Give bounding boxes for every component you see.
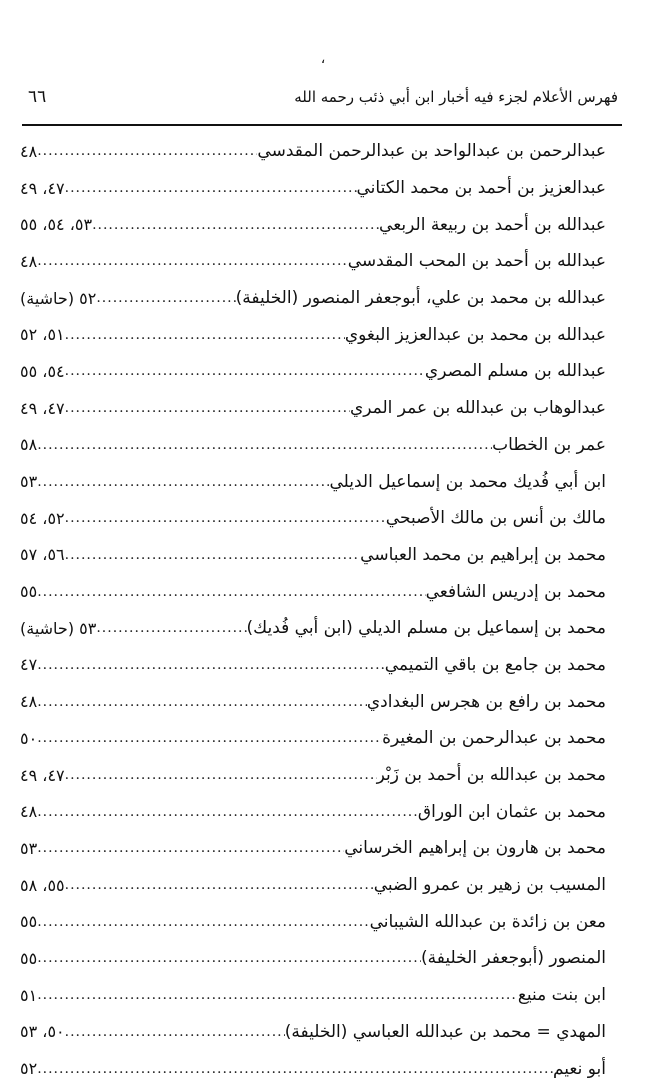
page-number: ٦٦ [28, 87, 47, 107]
dot-leader [37, 950, 421, 966]
index-entry [20, 867, 606, 904]
entry-pages: ٥٥، ٥٨ [20, 875, 65, 895]
entry-pages: ٤٧، ٤٩ [20, 398, 65, 418]
entry-name: ابن أبي فُديك محمد بن إسماعيل الديلي [329, 471, 606, 492]
dot-leader [37, 987, 518, 1003]
dot-leader [37, 914, 369, 930]
dot-leader [65, 400, 350, 416]
index-entry [20, 940, 606, 977]
dot-leader [65, 327, 345, 343]
entry-pages: ٥٨ [20, 435, 38, 455]
header-rule [22, 124, 622, 126]
entry-name: محمد بن إبراهيم بن محمد العباسي [360, 544, 606, 565]
entry-pages: ٤٨ [20, 251, 38, 271]
index-entry [20, 793, 606, 830]
entry-name: عمر بن الخطاب [492, 434, 606, 455]
entry-pages: ٥٢ [20, 1059, 38, 1079]
entry-pages: ٤٨ [20, 802, 38, 822]
entry-pages: ٥٦، ٥٧ [20, 545, 65, 565]
dot-leader [37, 474, 329, 490]
index-entry [20, 720, 606, 757]
entry-name: ابن بنت منيع [517, 985, 606, 1006]
dot-leader [65, 547, 361, 563]
index-entry [20, 427, 606, 464]
entry-pages: ٥٣، ٥٤، ٥٥ [20, 215, 93, 235]
entry-name: المسيب بن زهير بن عمرو الضبي [373, 875, 606, 896]
entry-name: عبدالله بن محمد بن عبدالعزيز البغوي [344, 324, 606, 345]
dot-leader [37, 840, 344, 856]
dot-leader [65, 180, 357, 196]
dot-leader [37, 694, 367, 710]
entry-pages: ٥٤، ٥٥ [20, 361, 65, 381]
entry-name: عبدالرحمن بن عبدالواحد بن عبدالرحمن المقدسي [257, 141, 606, 162]
index-entry [20, 1014, 606, 1051]
index-entry [20, 977, 606, 1014]
dot-leader [65, 363, 425, 379]
dot-leader [65, 877, 374, 893]
entry-name: أبو نعيم [552, 1058, 606, 1079]
dot-leader [37, 143, 257, 159]
entry-name: المنصور (أبوجعفر الخليفة) [421, 948, 606, 969]
entry-pages: ٥٥ [20, 948, 38, 968]
dot-leader [65, 1024, 285, 1040]
entry-name: عبدالله بن أحمد بن المحب المقدسي [347, 251, 606, 272]
entry-pages: ٥٣ [20, 838, 38, 858]
entry-pages: ٥٢، ٥٤ [20, 508, 65, 528]
entry-pages: ٥٢ (حاشية) [20, 288, 97, 308]
index-entry [20, 390, 606, 427]
dot-leader [92, 217, 379, 233]
entry-pages: ٥٠ [20, 728, 38, 748]
index-entry [20, 463, 606, 500]
entry-name: محمد بن عبدالرحمن بن المغيرة [382, 728, 606, 749]
entry-name: عبدالوهاب بن عبدالله بن عمر المري [349, 398, 606, 419]
entry-name: محمد بن رافع بن هجرس البغدادي [366, 691, 606, 712]
entry-pages: ٥٥ [20, 912, 38, 932]
entry-name: المهدي = محمد بن عبدالله العباسي (الخليفة) [284, 1021, 606, 1042]
index-entry [20, 206, 606, 243]
entry-pages: ٥٠، ٥٣ [20, 1022, 65, 1042]
entry-name: محمد بن إدريس الشافعي [425, 581, 606, 602]
index-entry [20, 280, 606, 317]
index-entry [20, 830, 606, 867]
index-entry [20, 243, 606, 280]
entry-name: عبدالله بن أحمد بن ربيعة الربعي [379, 214, 606, 235]
entry-pages: ٤٧، ٤٩ [20, 178, 65, 198]
dot-leader [96, 620, 246, 636]
index-entry [20, 683, 606, 720]
entry-pages: ٥٣ [20, 472, 38, 492]
entry-name: محمد بن إسماعيل بن مسلم الديلي (ابن أبي فُديك) [246, 618, 606, 639]
entry-name: محمد بن هارون بن إبراهيم الخرساني [344, 838, 606, 859]
entry-pages: ٤٧ [20, 655, 38, 675]
index-entry [20, 610, 606, 647]
entry-pages: ٥١، ٥٢ [20, 325, 65, 345]
index-entry [20, 647, 606, 684]
page-top-mark: ، [320, 51, 326, 67]
entry-name: محمد بن عبدالله بن أحمد بن زَبْر [376, 765, 606, 786]
index-entry [20, 170, 606, 207]
entry-pages: ٥٥ [20, 582, 38, 602]
index-entry [20, 500, 606, 537]
dot-leader [37, 657, 385, 673]
index-entry [20, 537, 606, 574]
dot-leader [37, 730, 382, 746]
entry-name: مالك بن أنس بن مالك الأصبحي [385, 508, 606, 529]
entry-name: محمد بن جامع بن باقي التميمي [384, 654, 606, 675]
index-entry [20, 133, 606, 170]
index-entry [20, 757, 606, 794]
dot-leader [37, 804, 418, 820]
index-entry [20, 316, 606, 353]
entry-pages: ٤٨ [20, 692, 38, 712]
entry-name: عبدالعزيز بن أحمد بن محمد الكتاني [356, 178, 606, 199]
entry-name: عبدالله بن مسلم المصري [424, 361, 606, 382]
dot-leader [65, 510, 386, 526]
entry-pages: ٥١ [20, 985, 38, 1005]
entry-pages: ٤٨ [20, 141, 38, 161]
entry-name: محمد بن عثمان ابن الوراق [417, 801, 606, 822]
entry-name: عبدالله بن محمد بن علي، أبوجعفر المنصور (الخليفة) [235, 288, 606, 309]
dot-leader [65, 767, 377, 783]
entry-pages: ٤٧، ٤٩ [20, 765, 65, 785]
index-entry [20, 573, 606, 610]
header-title: فهرس الأعلام لجزء فيه أخبار ابن أبي ذئب رحمه الله [294, 88, 618, 106]
index-entry [20, 353, 606, 390]
dot-leader [37, 437, 492, 453]
entry-pages: ٥٣ (حاشية) [20, 618, 97, 638]
dot-leader [37, 253, 348, 269]
index-list [20, 133, 606, 1087]
index-entry [20, 903, 606, 940]
dot-leader [96, 290, 235, 306]
dot-leader [37, 584, 425, 600]
index-entry [20, 1050, 606, 1087]
running-header [28, 82, 618, 112]
entry-name: معن بن زائدة بن عبدالله الشيباني [369, 911, 606, 932]
dot-leader [37, 1061, 553, 1077]
